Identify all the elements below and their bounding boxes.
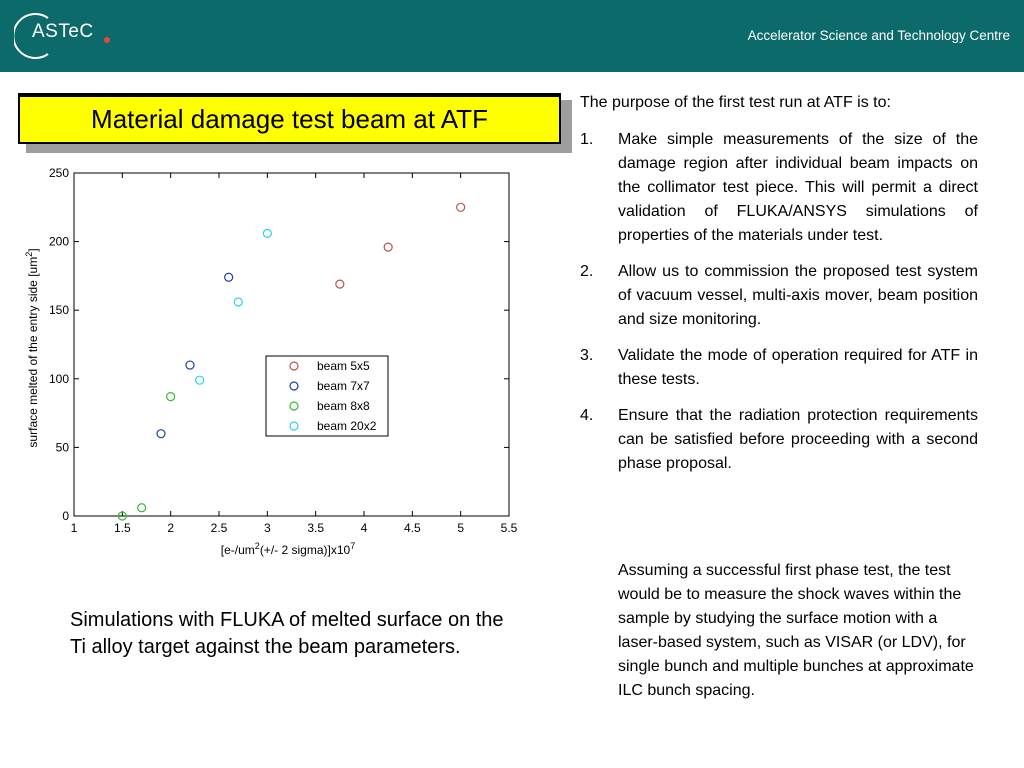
x-axis-label-mid: (+/- 2 sigma)]x10 — [259, 543, 351, 557]
scatter-chart — [20, 160, 520, 565]
intro-text: The purpose of the first test run at ATF is to: — [580, 94, 891, 111]
header-bar — [0, 0, 1024, 72]
plot-area — [74, 173, 509, 516]
x-tick-label: 4.5 — [403, 521, 421, 535]
legend-label: beam 20x2 — [317, 419, 377, 433]
y-tick-label: 100 — [48, 371, 69, 386]
x-axis-label — [221, 541, 355, 557]
list-text: Make simple measurements of the size of the damage region after individual beam impacts on the collimator test piece. This will permit a direct validation of FLUKA/ANSYS simulations of properties of the materials under test. — [618, 131, 978, 244]
legend-label: beam 7x7 — [317, 379, 370, 393]
list-number: 3. — [580, 347, 594, 364]
y-tick-label: 200 — [48, 234, 69, 249]
list-item — [580, 128, 978, 248]
x-tick-label: 3 — [263, 521, 271, 535]
x-tick-label: 3.5 — [307, 521, 325, 535]
x-tick-label: 1.5 — [113, 521, 131, 535]
conclusion-text: Assuming a successful first phase test, the test would be to measure the shock waves within the sample by studying the surface motion with a laser-based system, such as VISAR (or LDV), for single bunch and multiple bunches at approximate ILC bunch spacing. — [618, 562, 974, 699]
slide-title: Material damage test beam at ATF — [18, 93, 561, 144]
y-tick-label: 150 — [48, 303, 69, 318]
organization-name: Accelerator Science and Technology Centre — [747, 28, 1010, 43]
test-goals-list — [580, 128, 978, 488]
list-item — [580, 344, 978, 392]
logo-dot-icon — [104, 37, 110, 43]
list-item — [580, 404, 978, 476]
list-text: Validate the mode of operation required for ATF in these tests. — [618, 347, 978, 388]
x-axis-label-exp: 7 — [350, 541, 356, 551]
x-axis-label-main: [e-/um — [220, 543, 255, 557]
figure-caption: Simulations with FLUKA of melted surface on the Ti alloy target against the beam parameters. — [70, 609, 504, 658]
x-tick-label: 5 — [457, 521, 465, 535]
x-tick-label: 2 — [167, 521, 175, 535]
chart-svg — [20, 160, 520, 560]
list-text: Allow us to commission the proposed test system of vacuum vessel, multi-axis mover, beam position and size monitoring. — [618, 263, 978, 328]
x-axis-label-sup: 2 — [254, 541, 260, 551]
legend-label: beam 8x8 — [317, 399, 370, 413]
legend — [266, 356, 388, 436]
y-tick-label: 0 — [62, 509, 69, 523]
x-tick-label: 5.5 — [500, 521, 518, 535]
x-tick-label: 4 — [360, 521, 368, 535]
x-tick-label: 1 — [70, 521, 78, 535]
y-axis-label-main: surface melted of the entry side [um — [26, 256, 40, 448]
y-axis-label-sup: 2 — [24, 251, 34, 257]
y-axis-label — [24, 248, 40, 447]
x-tick-label: 2.5 — [210, 521, 228, 535]
list-number: 1. — [580, 131, 594, 148]
y-tick-label: 250 — [48, 166, 69, 180]
y-axis-label-end: ] — [26, 248, 40, 252]
y-tick-label: 50 — [55, 440, 69, 455]
list-item — [580, 260, 978, 332]
logo-text: ASTeC — [32, 21, 94, 42]
legend-label: beam 5x5 — [317, 359, 370, 373]
list-number: 4. — [580, 407, 594, 424]
list-text: Ensure that the radiation protection requirements can be satisfied before proceeding with a second phase proposal. — [618, 407, 978, 472]
list-number: 2. — [580, 263, 594, 280]
